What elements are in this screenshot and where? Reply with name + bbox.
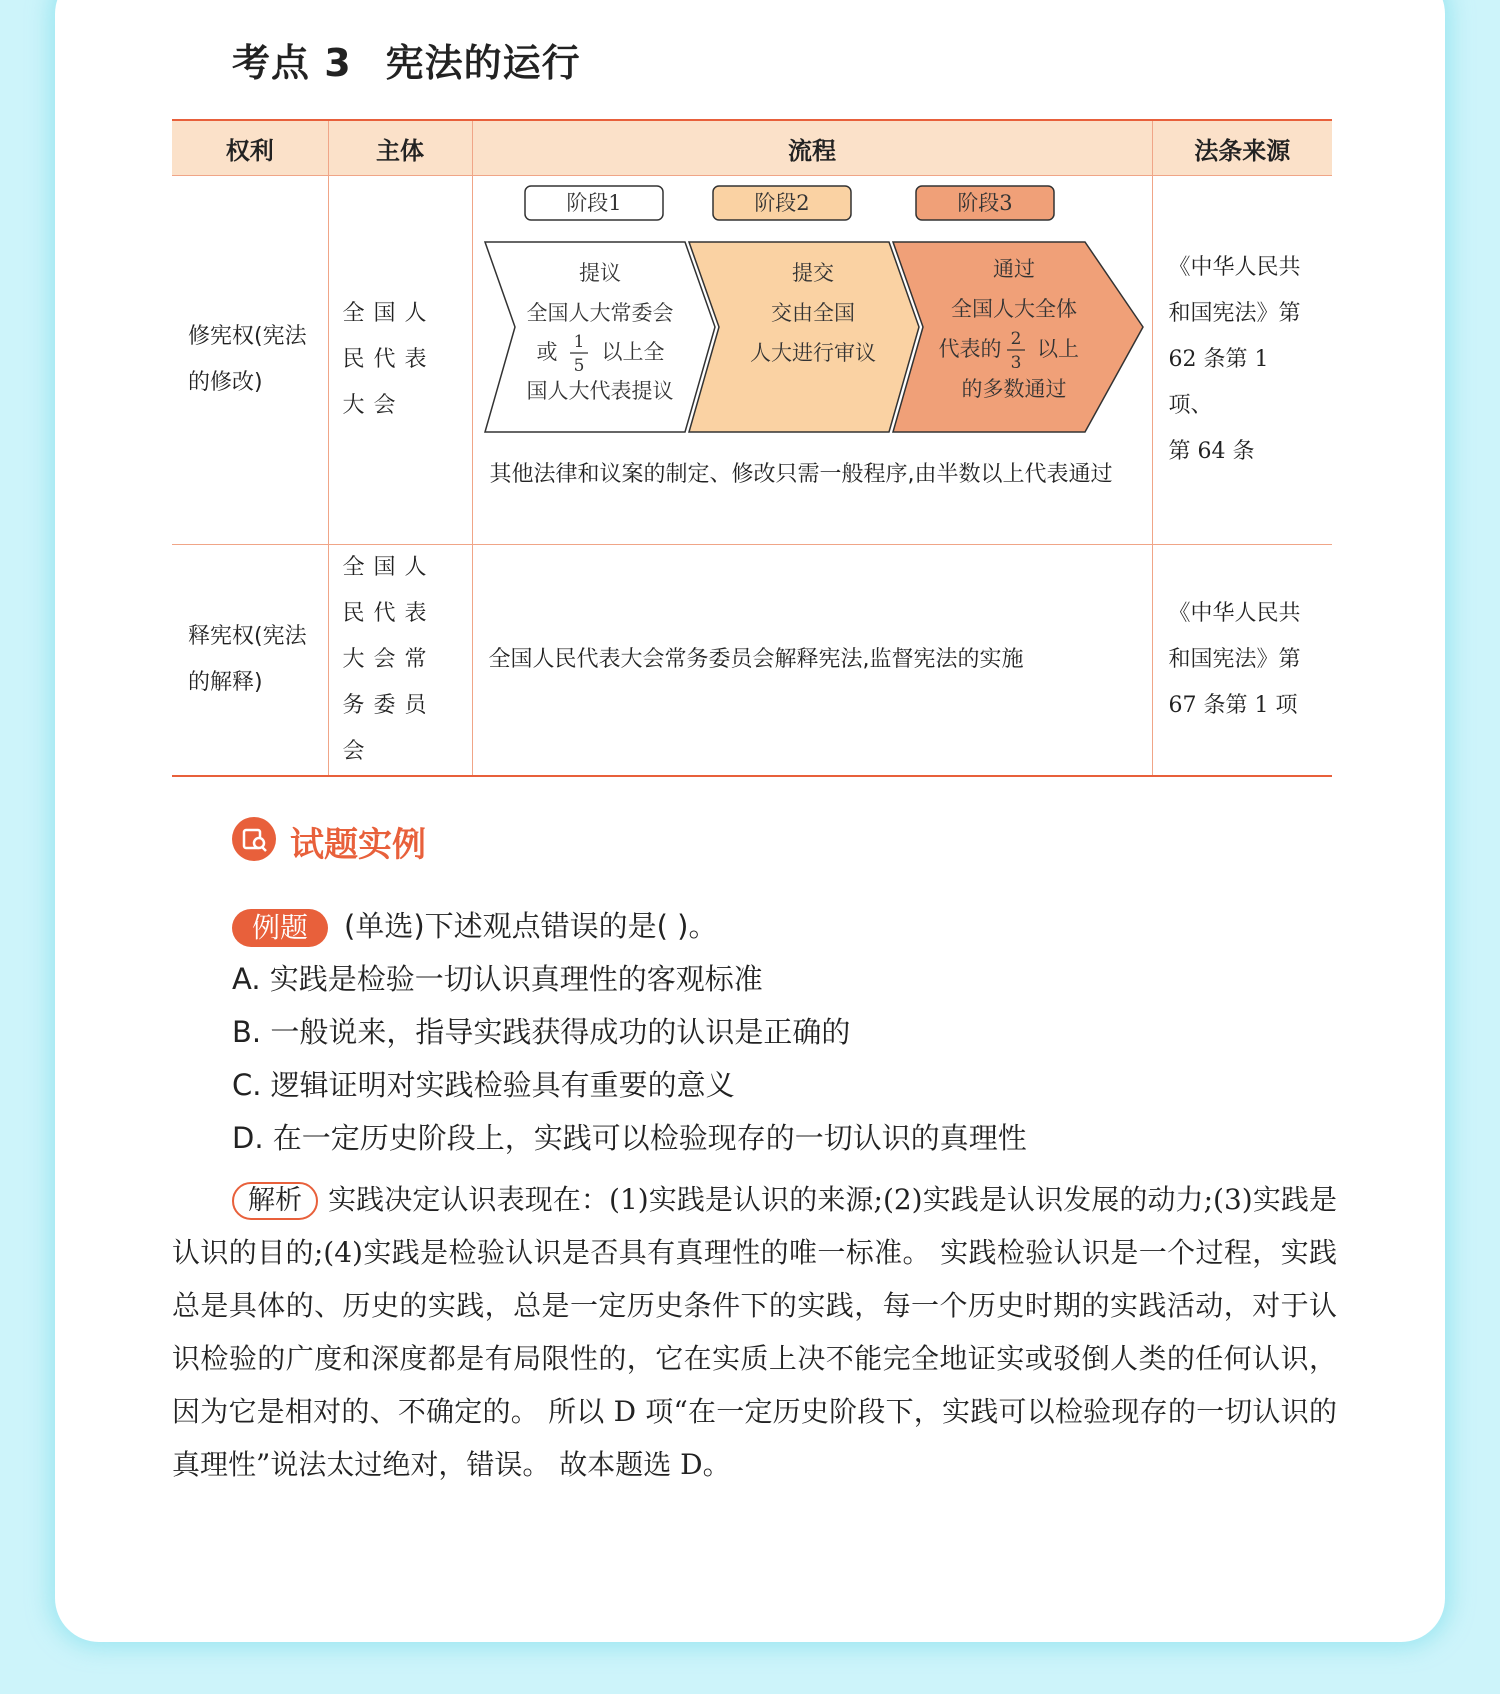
step-1-line-1: 全国人大常委会 — [526, 301, 673, 325]
amend-subject: 全国人民代表大会 — [328, 176, 472, 545]
section-name: 宪法的运行 — [385, 41, 581, 85]
interpret-source-line: 《中华人民共 — [1168, 601, 1301, 626]
step-3-title: 通过 — [992, 257, 1035, 281]
header-right: 权利 — [172, 120, 328, 176]
fraction-2-3-den: 3 — [1010, 353, 1021, 373]
step-1-line-3: 以上全 — [601, 340, 664, 364]
question-text: (单选)下述观点错误的是( )。 — [344, 909, 718, 943]
option-d: D. 在一定历史阶段上，实践可以检验现存的一切认识的真理性 — [232, 1121, 1027, 1155]
amend-source-line: 和国宪法》第 — [1168, 301, 1301, 326]
option-b: B. 一般说来，指导实践获得成功的认识是正确的 — [232, 1015, 851, 1049]
example-icon — [232, 817, 276, 861]
stage-1-label: 阶段1 — [565, 191, 622, 215]
header-process: 流程 — [472, 120, 1152, 176]
examples-title: 试题实例 — [290, 825, 426, 865]
stage-2-label: 阶段2 — [753, 191, 810, 215]
interpret-subject: 全国人民代表大会常务委员会 — [328, 545, 472, 777]
example-tag: 例题 — [232, 909, 328, 947]
header-source: 法条来源 — [1152, 120, 1332, 176]
step-1-line-2: 或 — [536, 340, 557, 364]
amend-source — [1152, 176, 1332, 545]
stage-3-label: 阶段3 — [956, 191, 1013, 215]
step-1-line-4: 国人大代表提议 — [526, 379, 673, 403]
interpret-source — [1152, 545, 1332, 777]
step-2-line-2: 人大进行审议 — [749, 341, 876, 365]
table-row-interpret — [172, 545, 1332, 777]
analysis-tag: 解析 — [232, 1182, 318, 1220]
amend-note: 其他法律和议案的制定、修改只需一般程序,由半数以上代表通过 — [489, 462, 1113, 487]
analysis-text: 实践决定认识表现在：(1)实践是认识的来源;(2)实践是认识发展的动力;(3)实践是认识的目的;(4)实践是检验认识是否具有真理性的唯一标准。 实践检验认识是一个过程，实践总是具体的、历史的实践，总是一定历史条件下的实践，每一个历史时期的实践活动，对于认识检验的广度和深度都是有局限性的，它在实质上决不能完全地证实或驳倒人类的任何认识，因为它是相对的、不确定的。 所以 D 项“在一定历史阶段下，实践可以检验现存的一切认识的真理性”说法太过绝对，错误。 故本题选 D。 — [172, 1183, 1337, 1481]
option-c: C. 逻辑证明对实践检验具有重要的意义 — [232, 1068, 735, 1102]
analysis-paragraph — [172, 1173, 1337, 1491]
amend-source-line: 《中华人民共 — [1168, 255, 1301, 280]
step-3-line-4: 的多数通过 — [961, 377, 1066, 401]
amend-right: 修宪权(宪法的修改) — [172, 176, 328, 545]
interpret-right: 释宪权(宪法的解释) — [172, 545, 328, 777]
fraction-1-5-num: 1 — [573, 332, 584, 352]
amend-source-line: 62 条第 1 项、 — [1168, 347, 1269, 418]
interpret-process: 全国人民代表大会常务委员会解释宪法,监督宪法的实施 — [472, 545, 1152, 777]
question-line — [232, 900, 1332, 953]
step-3-line-1: 全国人大全体 — [950, 297, 1077, 321]
step-1-title: 提议 — [578, 261, 621, 285]
step-2-title: 提交 — [791, 261, 834, 285]
amend-source-line: 第 64 条 — [1168, 439, 1255, 464]
header-subject: 主体 — [328, 120, 472, 176]
amend-flow-diagram — [473, 176, 1153, 446]
fraction-1-5-den: 5 — [573, 356, 584, 376]
interpret-source-line: 和国宪法》第 — [1168, 647, 1301, 672]
section-number: 考点 3 — [232, 41, 352, 85]
fraction-2-3-num: 2 — [1010, 329, 1021, 349]
step-3-line-3: 以上 — [1036, 337, 1079, 361]
step-3-line-2: 代表的 — [938, 337, 1001, 361]
table-header-row — [172, 120, 1332, 176]
example-question — [232, 900, 1332, 1165]
constitution-table — [172, 119, 1332, 777]
step-2-line-1: 交由全国 — [770, 301, 855, 325]
amend-process — [472, 176, 1152, 545]
option-a: A. 实践是检验一切认识真理性的客观标准 — [232, 962, 763, 996]
interpret-source-line: 67 条第 1 项 — [1168, 693, 1298, 718]
table-row-amend — [172, 176, 1332, 545]
section-title — [232, 32, 581, 87]
